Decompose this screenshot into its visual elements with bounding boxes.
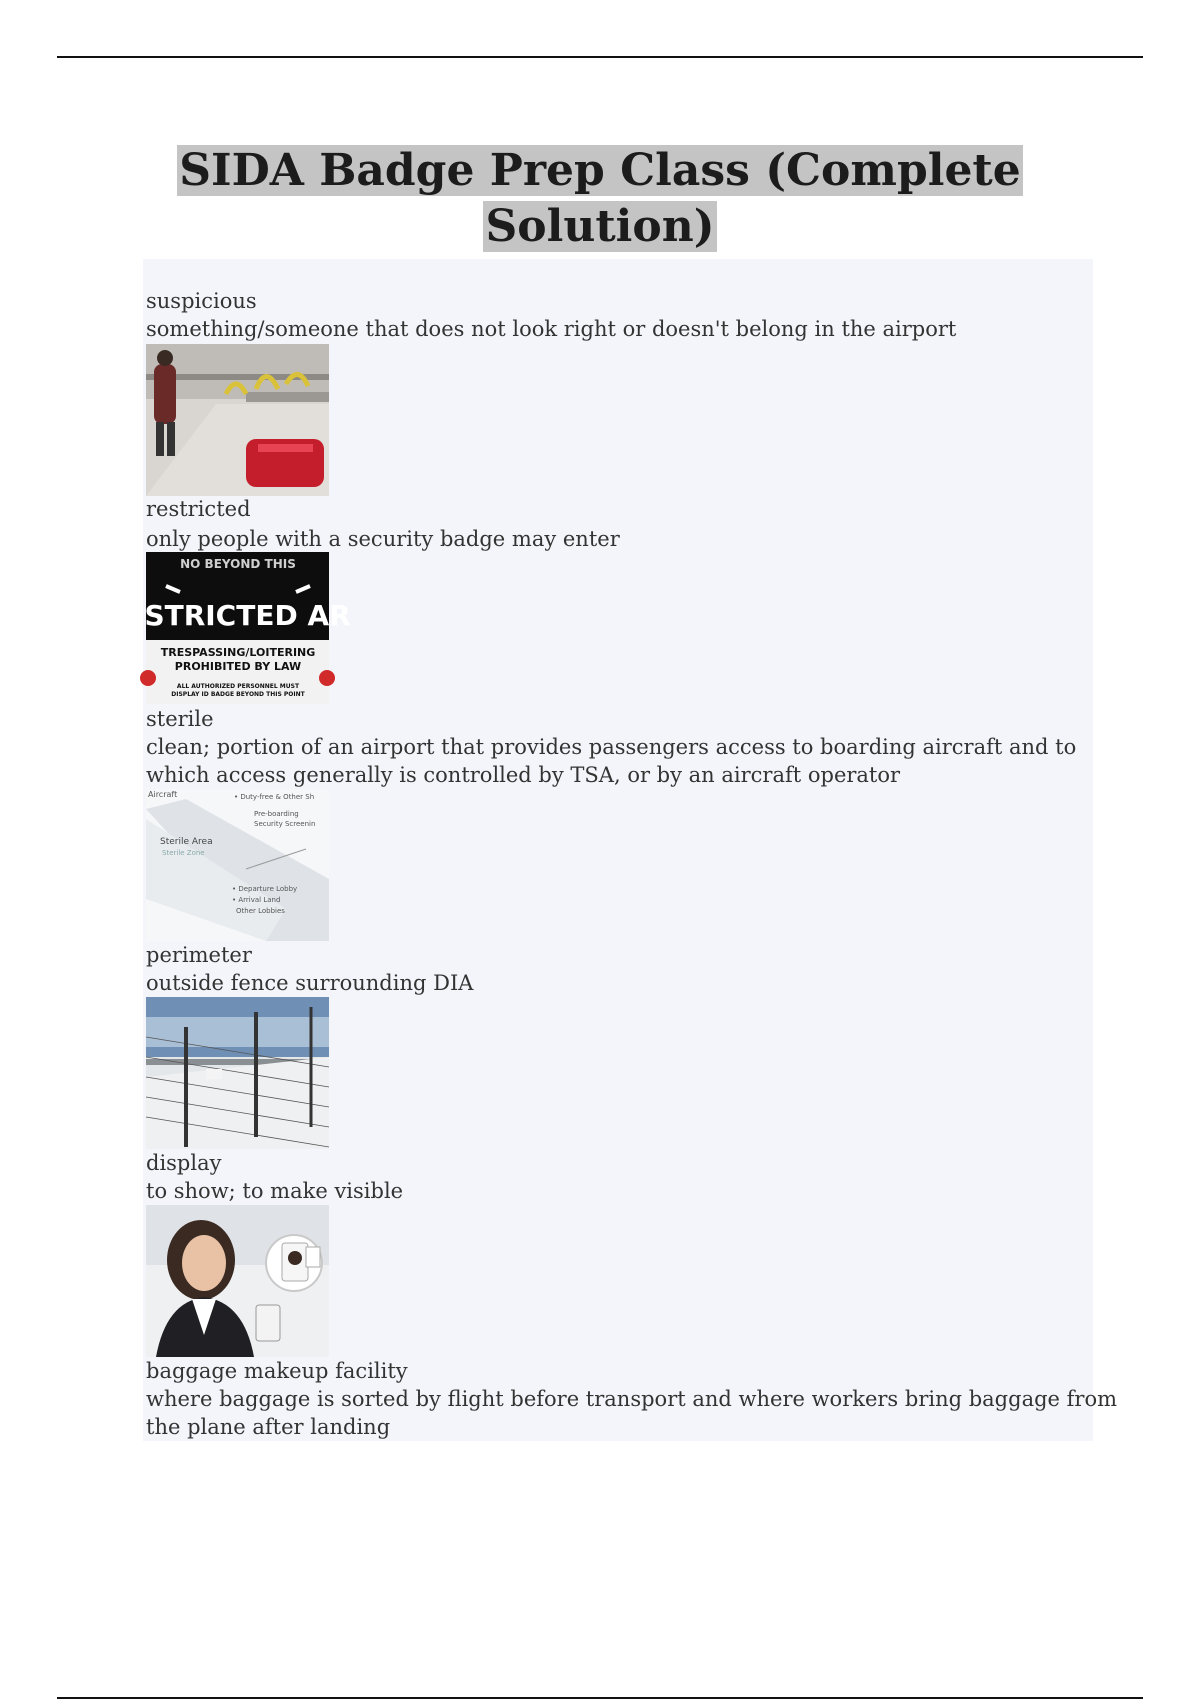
entry-definition-perimeter: outside fence surrounding DIA: [146, 971, 474, 995]
restricted-area-sign-photo: [125, 552, 351, 704]
sign-line-1: TRESPASSING/LOITERING: [160, 646, 316, 659]
entry-term-display: display: [146, 1151, 222, 1175]
diagram-label-sterile-area: Sterile Area: [160, 837, 213, 847]
sign-line-3: ALL AUTHORIZED PERSONNEL MUST: [176, 683, 300, 690]
badge-display-photo: [146, 1205, 329, 1357]
entry-definition-baggage-line-2: the plane after landing: [146, 1415, 391, 1439]
entry-term-baggage-makeup-facility: baggage makeup facility: [146, 1359, 408, 1383]
entry-term-suspicious: suspicious: [146, 289, 257, 313]
perimeter-fence-photo: [146, 997, 329, 1149]
entry-definition-suspicious: something/someone that does not look right or doesn't belong in the airport: [146, 317, 957, 341]
entry-definition-restricted: only people with a security badge may enter: [146, 527, 620, 551]
sign-line-4: DISPLAY ID BADGE BEYOND THIS POINT: [171, 691, 305, 698]
diagram-label-arrival: • Arrival Land: [232, 896, 281, 904]
diagram-label-aircraft: Aircraft: [148, 790, 178, 799]
document-title: [0, 143, 1200, 255]
entry-definition-baggage-line-1: where baggage is sorted by flight before transport and where workers bring baggage from: [146, 1387, 1118, 1411]
sign-top-text: NO BEYOND THIS: [180, 557, 296, 571]
airport-unattended-bag-photo: [146, 344, 329, 496]
header-rule: [57, 56, 1143, 58]
entry-term-sterile: sterile: [146, 707, 214, 731]
diagram-label-departure: • Departure Lobby: [232, 885, 298, 893]
diagram-label-sterile-zone: Sterile Zone: [162, 849, 205, 857]
entry-definition-sterile-line-2: which access generally is controlled by TSA, or by an aircraft operator: [146, 763, 901, 787]
diagram-label-preboarding: Pre-boarding: [254, 810, 299, 818]
sterile-area-diagram: [146, 789, 329, 941]
footer-rule: [57, 1697, 1143, 1699]
title-line-1: SIDA Badge Prep Class (Complete: [179, 145, 1021, 196]
title-line-2: Solution): [485, 201, 715, 252]
sign-main-text: ESTRICTED AR: [125, 599, 351, 632]
entry-definition-display: to show; to make visible: [146, 1179, 404, 1203]
diagram-label-other: Other Lobbies: [236, 907, 285, 915]
diagram-label-screening: Security Screenin: [254, 820, 316, 828]
entry-term-restricted: restricted: [146, 497, 251, 521]
diagram-label-dutyfree: • Duty-free & Other Sh: [234, 793, 315, 801]
sign-line-2: PROHIBITED BY LAW: [174, 660, 302, 673]
entry-term-perimeter: perimeter: [146, 943, 252, 967]
entry-definition-sterile-line-1: clean; portion of an airport that provides passengers access to boarding aircraft and to: [146, 735, 1077, 759]
